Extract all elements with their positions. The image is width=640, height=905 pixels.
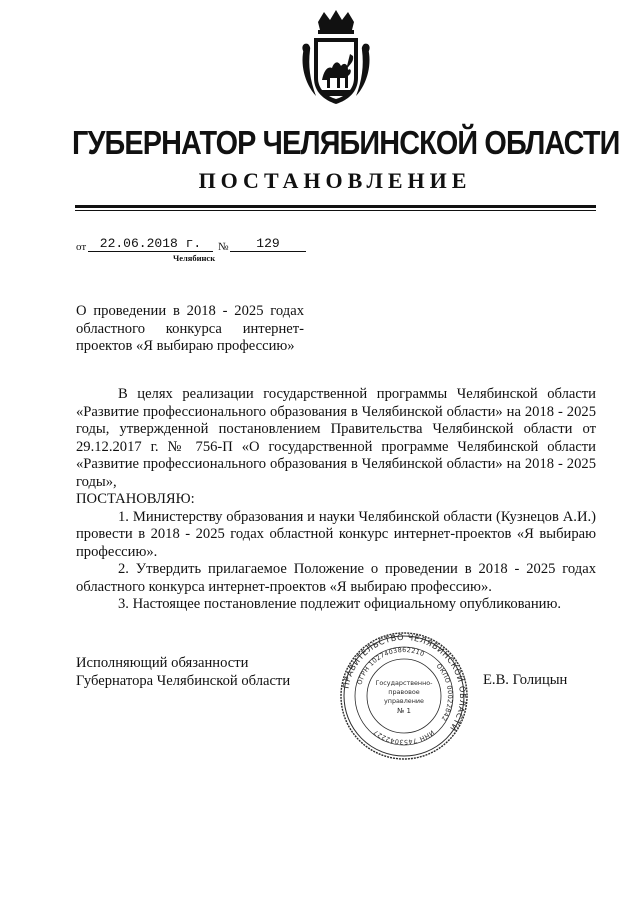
seal-center-line-2: правовое	[388, 688, 420, 696]
preamble-paragraph: В целях реализации государственной программы Челябинской области «Развитие профессионального образования в Челябинской области» на 2018 - 2025 годы, утвержденной постановлением Правительства Челябинской области от 29.12.2017 г. № 756-П «О государственной программе Челябинской области «Развитие профессионального образования в Челябинской области» на 2018 - 2025 годы»,	[76, 386, 596, 490]
document-subject: О проведении в 2018 - 2025 годах областного конкурса интернет-проектов «Я выбираю профессию»	[76, 303, 304, 354]
svg-text:ОКПО 00022842	[435, 662, 454, 723]
signatory-role	[76, 655, 316, 690]
seal-center-line-3: управление	[384, 697, 424, 705]
issue-city: Челябинск	[173, 253, 216, 263]
date-prefix: от	[76, 241, 87, 253]
signatory-role-line-1: Исполняющий обязанности	[76, 655, 249, 671]
seal-outer-text: ПРАВИТЕЛЬСТВО ЧЕЛЯБИНСКОЙ ОБЛАСТИ	[340, 631, 469, 734]
seal-inn: ИНН 7453042227	[371, 727, 436, 747]
seal-ogrn: ОГРН 1027403862210	[355, 645, 426, 686]
issuer-title: ГУБЕРНАТОР ЧЕЛЯБИНСКОЙ ОБЛАСТИ	[72, 125, 620, 162]
document-body	[76, 386, 596, 614]
coat-of-arms-icon	[296, 8, 376, 108]
svg-text:ИНН 7453042227	[372, 728, 436, 746]
resolve-word: ПОСТАНОВЛЯЮ:	[76, 491, 195, 507]
document-date: 22.06.2018 г.	[88, 236, 213, 252]
clause-1: 1. Министерству образования и науки Челябинской области (Кузнецов А.И.) провести в 2018 - 2025 годах областной конкурс интернет-проектов «Я выбираю профессию».	[76, 508, 596, 560]
signatory-role-line-2: Губернатора Челябинской области	[76, 672, 291, 689]
seal-okpo: ОКПО 00022842	[434, 662, 455, 723]
clause-3: 3. Настоящее постановление подлежит официальному опубликованию.	[118, 596, 562, 612]
number-sign: №	[218, 241, 229, 253]
signatory-name: Е.В. Голицын	[483, 672, 568, 688]
seal-center-line-1: Государственно-	[375, 679, 433, 687]
header-divider-thin	[75, 210, 596, 211]
clause-2: 2. Утвердить прилагаемое Положение о проведении в 2018 - 2025 годах областного конкурса интернет-проектов «Я выбираю профессию».	[76, 561, 596, 595]
document-type: ПОСТАНОВЛЕНИЕ	[198, 168, 472, 193]
official-seal-stamp	[338, 630, 470, 762]
header-divider-thick	[75, 205, 596, 208]
document-number: 129	[230, 236, 306, 252]
seal-center-line-4: № 1	[397, 707, 411, 715]
